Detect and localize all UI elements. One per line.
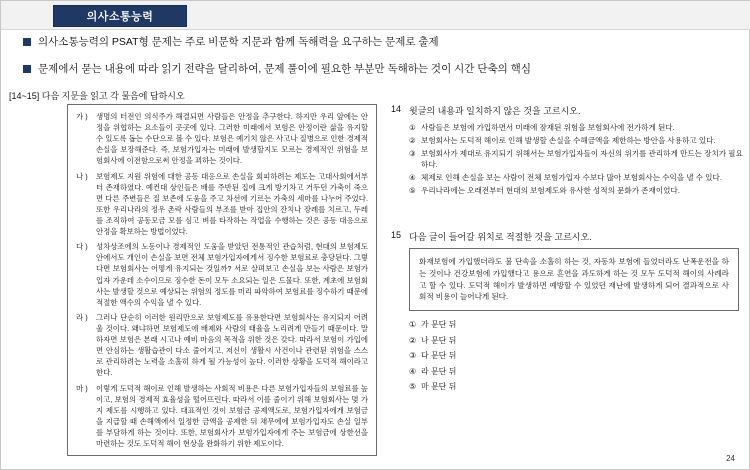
choice-option[interactable]: [409, 148, 743, 170]
paragraph-text: 그러나 단순히 이러한 원리만으로 보험제도를 유용한다면 보험회사는 유지되지 어려울 것이다. 왜냐하면 보험제도에 배제와 사람의 태율을 노리려게 만들기 때문이다. 말하자면 보험은 본래 시고나 예비 마음의 목적을 위한 것은 갖다. 따라서 보험이 가입에면 안심하는 생활습관이 다소 줄어지고, 저신이 생활시 사건이나 관련된 위험을 스스로 관리하려는 노력을 소홀히 하게 될 가능성이 높다. 이러한 상황을 도덕적 해이라고 한다.: [96, 312, 368, 378]
intro-bullet-item: [23, 35, 729, 49]
question-14: [391, 104, 743, 196]
passage-box: [67, 104, 377, 456]
choice-marker: ③: [409, 351, 417, 361]
square-bullet-icon: [23, 38, 31, 46]
intro-bullet-item: [23, 62, 729, 76]
choice-list: [409, 122, 743, 196]
question-insert-box: 화재보험에 가입했더라도 불 단속을 소홀히 하는 것, 자동차 보험에 들었더라도 난폭운전을 하는 것이나 건강보험에 가입했다고 용으로 흔연을 과도하게 하는 것 모두 도덕적 해이의 사례라고 할 수 있다. 도덕적 해이가 발생하면 예방할 수 있었던 재난에 발생하게 되어 결과적으로 사회적 비용이 늘어나게 된다.: [409, 248, 739, 311]
choice-text: 마 문단 뒤: [421, 382, 457, 392]
choice-option[interactable]: [409, 366, 743, 378]
choice-marker: ④: [409, 173, 416, 182]
choice-marker: ①: [409, 123, 416, 132]
choice-option[interactable]: [409, 185, 743, 196]
paragraph-label: 다 ): [76, 242, 88, 252]
passage-paragraph: [76, 171, 368, 238]
choice-text: 보험회사가 제대로 유지되기 위해서는 보험가입자들이 자신의 위기를 관리하게 만드는 장치가 필요하다.: [421, 149, 743, 169]
page-title: 의사소통능력: [53, 5, 187, 27]
paragraph-label: 가 ): [76, 112, 88, 121]
choice-marker: ②: [409, 136, 416, 145]
choice-marker: ③: [409, 149, 416, 158]
choice-marker: ⑤: [409, 186, 416, 195]
left-column: [67, 104, 377, 456]
right-column: [391, 104, 743, 407]
choice-text: 보험회사는 도덕적 해이로 인해 발생할 손실을 수해금액을 제한하는 방안을 사용하고 있다.: [421, 136, 716, 145]
choice-list: [409, 319, 743, 393]
choice-option[interactable]: [409, 172, 743, 183]
intro-bullets: [23, 35, 729, 89]
choice-option[interactable]: [409, 135, 743, 146]
choice-text: 가 문단 뒤: [421, 320, 457, 330]
paragraph-label: 라 ): [76, 312, 88, 322]
choice-text: 우리나라에는 오래전부터 현대의 보험제도와 유사한 성적의 문화가 존재이었다.: [421, 186, 680, 195]
question-heading: [391, 104, 743, 117]
question-stem: 다음 글이 들어갈 위치로 적절한 것을 고르시오.: [409, 232, 592, 242]
passage-paragraph: [76, 241, 368, 308]
choice-marker: ④: [409, 366, 417, 376]
intro-bullet-text: 의사소통능력의 PSAT형 문제는 주로 비문학 지문과 함께 독해력을 요구하는 문제로 출제: [38, 36, 439, 48]
passage-paragraph: [76, 312, 368, 379]
choice-option[interactable]: [409, 335, 743, 347]
choice-marker: ⑤: [409, 382, 417, 392]
question-15: [391, 230, 743, 393]
choice-option[interactable]: [409, 350, 743, 362]
passage-paragraph: [76, 383, 368, 450]
paragraph-text: 생명의 터전인 의식주가 해결되면 사람들은 안정을 추구한다. 하지만 우리 앞에는 안정을 위협하는 요소들이 곳곳에 있다. 그러한 미래에서 보험은 안정이란 삶을 유지할 수 있도록 돕는 수단으로 볼 수 있다. 보험은 예기치 않은 사고나 질병으로 인한 경제적 손실을 보장해준다. 즉, 보험가입자는 미래에 발생할지도 모르는 경제적인 위험을 보험회사에 이전함으로써 안정을 꾀하는 것이다.: [96, 112, 368, 166]
choice-text: 다 문단 뒤: [421, 351, 457, 361]
question-stem: 윗글의 내용과 일치하지 않은 것을 고르시오.: [409, 106, 581, 116]
choice-marker: ②: [409, 335, 417, 345]
page-number: 24: [726, 454, 735, 463]
choice-marker: ①: [409, 320, 417, 330]
square-bullet-icon: [23, 65, 31, 73]
paragraph-text: 보험제도 지원 위험에 대한 공동 대응으로 손실을 회피하려는 제도는 고대사회에서부터 존재하였다. 예컨대 상인들은 배를 주반된 집에 크게 방기차고 거두던 가축이 죽으면 다른 주변들은 질 보존에 도움을 주고 차선에 기르는 가축의 세마를 나누어 주었다. 또한 우리나라의 정우 촌락 사람들의 부조를 받아 집안의 잔치나 장례를 치르고, 두레를 조직하여 공동모금 모를 심고 벼를 타작하는 작업을 수행하는 것은 공동 대응으로 안정을 확보하는 방법이었다.: [96, 171, 368, 237]
choice-option[interactable]: [409, 381, 743, 393]
paragraph-text: 이렇게 도덕적 해이로 인해 발생하는 사회적 비용은 다른 보험가입자들의 보험료를 높이고, 보험의 경제적 효율성을 떨어뜨린다. 따라서 이를 줄이기 위해 보험회사는 몇 가지 제도를 시행하고 있다. 대표적인 것이 보험금 공제액도로, 보험가입자에게 보험금을 지급할 때 손해액에서 일정한 금액을 공제한 뒤 채무에에 보험가입자도 손실 일부를 부담하게 하는 것이다. 또한, 보험회사가 보험가입자에게 주는 보험금에 상한선을 마련하는 것도 도덕적 해이 현상을 완화하기 위한 제도이다.: [96, 383, 368, 449]
choice-text: 사람들은 보험에 가입하면서 미래에 잠재된 위험을 보험회사에 전가하게 된다.: [421, 123, 675, 132]
choice-option[interactable]: [409, 122, 743, 133]
question-number: 14: [391, 104, 402, 114]
paragraph-label: 마 ): [76, 383, 88, 393]
question-heading: [391, 230, 743, 243]
choice-option[interactable]: [409, 319, 743, 331]
paragraph-text: 성차상조에의 노동이나 경제적인 도움을 받았던 전통적인 관습처럼, 현대의 보험제도 안에서도 개인이 손실을 보면 전체 보험가입자에게서 징수한 보험료로 충당된다. 그렇다면 보험회사는 어떻게 유지되는 것일까? 서로 살펴보고 손실을 보는 사람은 보험가입자 가운데 소수이므로 징수한 돈이 모두 소요되는 일은 드물다. 또한, 계초에 보험회사는 발생할 것으로 예상되는 위험의 정도를 미리 파악하여 보험료를 징수하기 때문에 적절한 액수의 수익을 낼 수 있다.: [96, 242, 368, 307]
question-number: 15: [391, 230, 402, 240]
passage-paragraph: [76, 111, 368, 167]
intro-bullet-text: 문제에서 묻는 내용에 따라 읽기 전략을 달리하여, 문제 풀이에 필요한 부분만 독해하는 것이 시간 단축의 핵심: [38, 63, 531, 76]
passage-instruction: [14~15] 다음 지문을 읽고 각 물음에 답하시오: [9, 91, 185, 101]
paragraph-label: 나 ): [76, 171, 88, 181]
choice-text: 체제로 인해 손실을 보는 사람이 전체 보험가입자 수보다 많아 보험회사는 수익을 낼 수 있다.: [421, 173, 722, 182]
choice-text: 나 문단 뒤: [421, 335, 457, 345]
choice-text: 라 문단 뒤: [421, 366, 457, 376]
